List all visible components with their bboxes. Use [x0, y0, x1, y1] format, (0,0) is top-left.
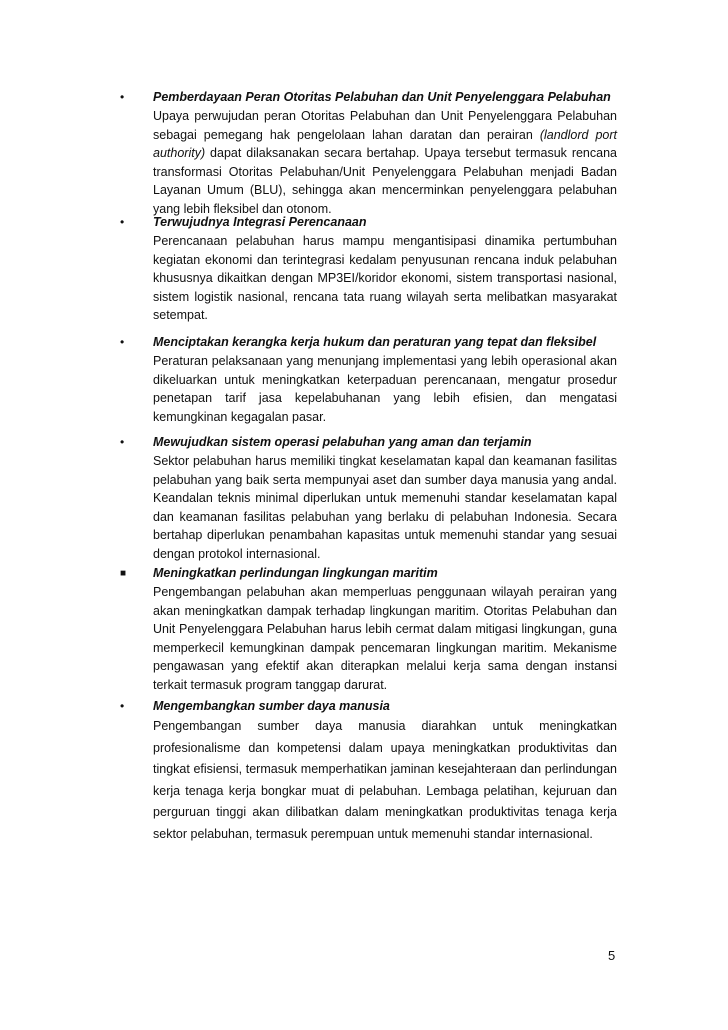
section-maritime-environment — [120, 564, 617, 694]
section-body — [153, 107, 617, 218]
bullet-icon: • — [120, 215, 125, 229]
bullet-icon: • — [120, 335, 125, 349]
section-body: Sektor pelabuhan harus memiliki tingkat keselamatan kapal dan keamanan fasilitas pelabuhan yang baik serta mempunyai aset dan sumber daya manusia yang andal. Keandalan teknis minimal diperlukan untuk memenuhi standar keselamatan kapal dan keamanan fasilitas pelabuhan yang berlaku di pelabuhan Indonesia. Secara bertahap diperlukan penambahan kapasitas untuk memenuhi standar yang sesuai dengan protokol internasional. — [153, 454, 617, 561]
body-italic-term: (landlord port authority) — [153, 127, 617, 160]
section-body: Perencanaan pelabuhan harus mampu mengantisipasi dinamika pertumbuhan kegiatan ekonomi dan terintegrasi kedalam penyusunan rencana induk pelabuhan khususnya dikaitkan dengan MP3EI/koridor ekonomi, sistem transportasi nasional, sistem logistik nasional, rencana tata ruang wilayah serta melibatkan masyarakat setempat. — [153, 234, 617, 322]
body-text: dapat dilaksanakan secara bertahap. Upaya tersebut termasuk rencana transformasi Otoritas Pelabuhan/Unit Penyelenggara Pelabuhan menjadi Badan Layanan Umum (BLU), sehingga akan mencerminkan penyelenggara pelabuhan yang lebih fleksibel dan otonom. — [153, 146, 617, 216]
bullet-icon: • — [120, 435, 125, 449]
bullet-icon: • — [120, 699, 125, 713]
section-human-resources — [120, 697, 617, 845]
section-body: Pengembangan pelabuhan akan memperluas penggunaan wilayah perairan yang akan meningkatkan dampak terhadap lingkungan maritim. Otoritas Pelabuhan dan Unit Penyelenggara Pelabuhan harus lebih cermat dalam mitigasi lingkungan, guna memperkecil kemungkinan dampak pencemaran lingkungan maritim. Mekanisme pengawasan yang efektif akan diterapkan melalui kerja sama dengan instansi terkait termasuk program tanggap darurat. — [153, 585, 617, 692]
square-bullet-icon: ■ — [120, 568, 127, 579]
section-port-operations — [120, 433, 617, 563]
section-title: Mengembangkan sumber daya manusia — [153, 699, 390, 713]
page-number: 5 — [608, 948, 616, 963]
section-title: Mewujudkan sistem operasi pelabuhan yang aman dan terjamin — [153, 435, 532, 449]
section-planning-integration — [120, 213, 617, 325]
section-body: Pengembangan sumber daya manusia diarahkan untuk meningkatkan profesionalisme dan kompetensi dalam upaya meningkatkan produktivitas dan tingkat efisiensi, termasuk memperhatikan jaminan kesejahteraan dan perlindungan kerja tenaga kerja bongkar muat di pelabuhan. Lembaga pelatihan, kejuruan dan perguruan tinggi akan dilibatkan dalam meningkatkan produktivitas tenaga kerja sektor pelabuhan, termasuk perempuan untuk memenuhi standar internasional. — [153, 719, 617, 841]
section-body: Peraturan pelaksanaan yang menunjang implementasi yang lebih operasional akan dikeluarkan untuk meningkatkan keterpaduan perencanaan, mengatur prosedur penetapan tarif jasa kepelabuhanan yang lebih efisien, dan mengatasi kemungkinan kegagalan pasar. — [153, 354, 617, 424]
section-title: Meningkatkan perlindungan lingkungan maritim — [153, 566, 438, 580]
bullet-icon: • — [120, 90, 125, 104]
section-title: Pemberdayaan Peran Otoritas Pelabuhan dan Unit Penyelenggara Pelabuhan — [153, 90, 611, 104]
section-title: Terwujudnya Integrasi Perencanaan — [153, 215, 367, 229]
body-text: Upaya perwujudan peran Otoritas Pelabuhan dan Unit Penyelenggara Pelabuhan sebagai pemegang hak pengelolaan lahan daratan dan perairan — [153, 109, 617, 142]
section-port-authority — [120, 88, 617, 218]
section-title: Menciptakan kerangka kerja hukum dan peraturan yang tepat dan fleksibel — [153, 335, 597, 349]
section-legal-framework — [120, 333, 617, 426]
